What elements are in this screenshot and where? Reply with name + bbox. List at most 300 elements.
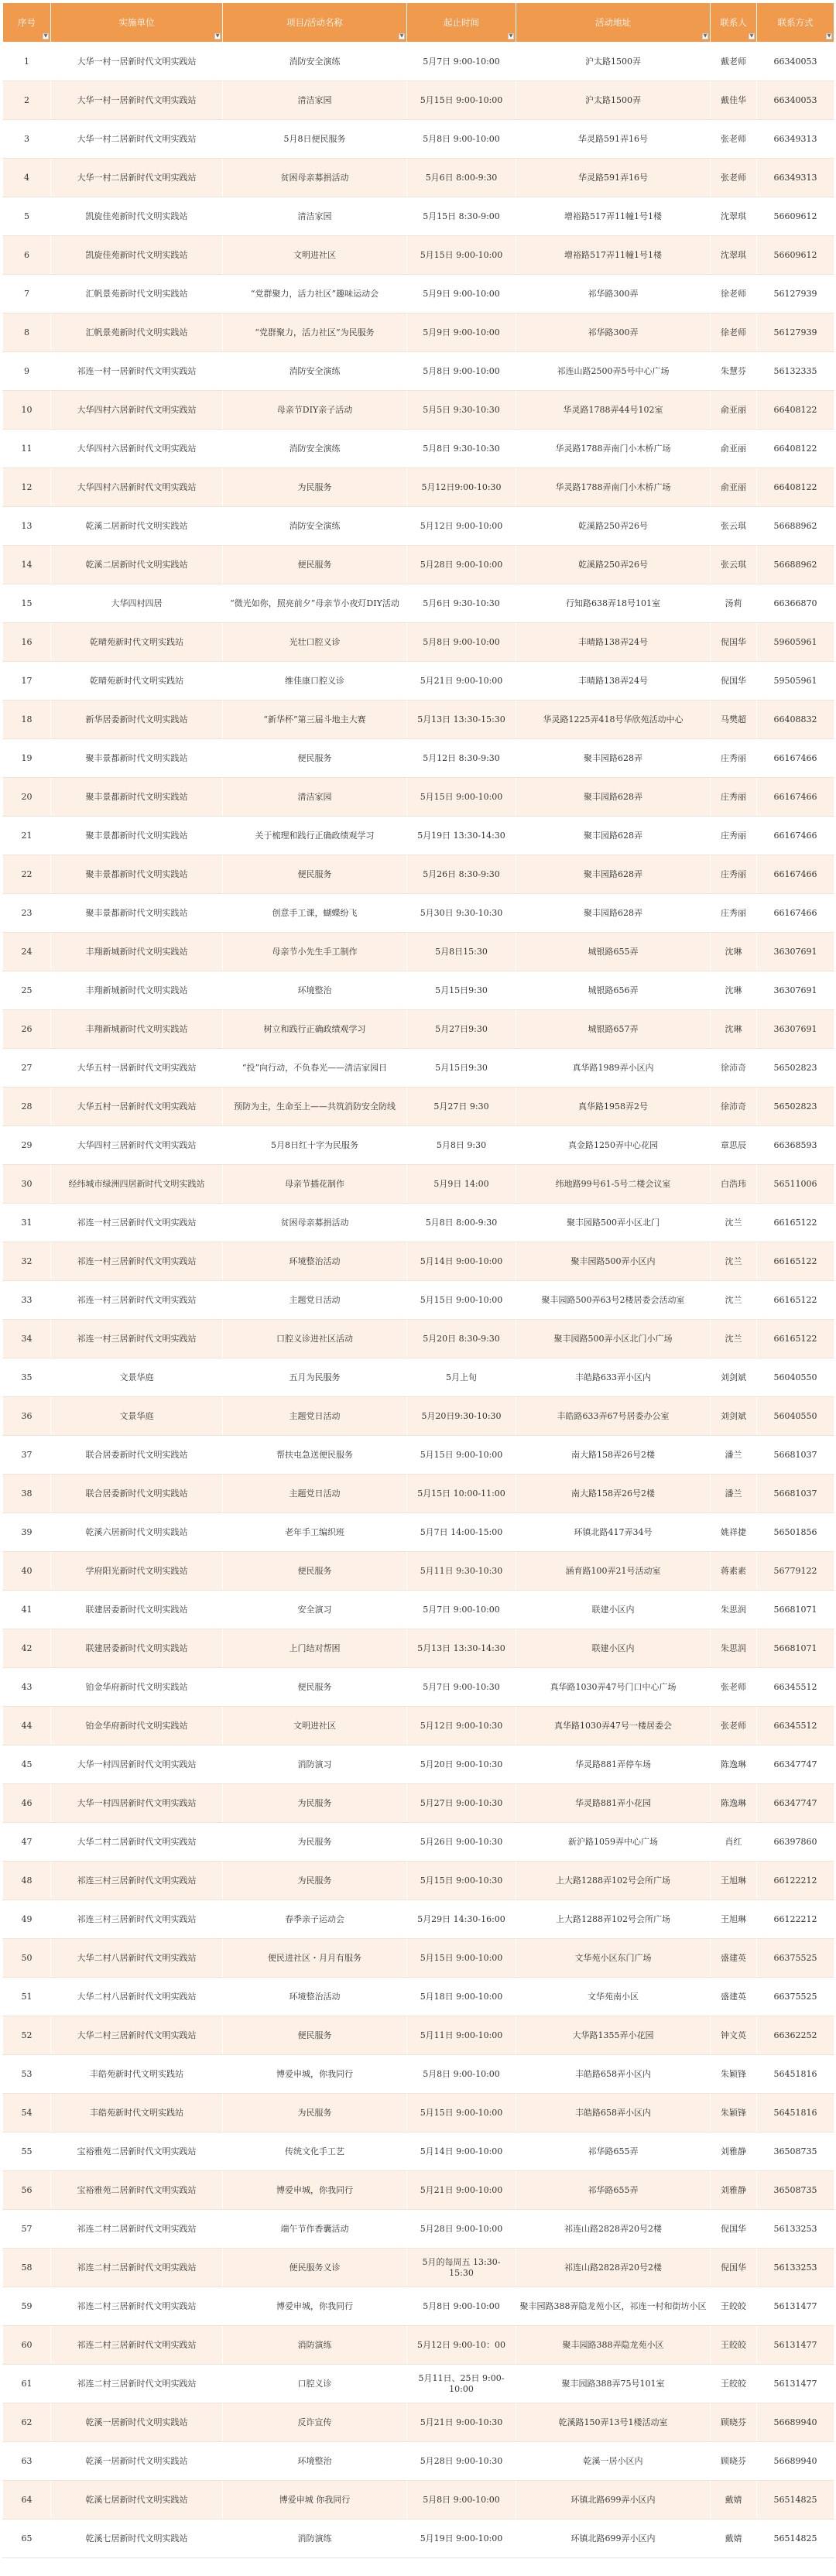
- table-row: [3, 2132, 834, 2171]
- table-row: [3, 894, 834, 933]
- cell-phone: 66408122: [757, 430, 834, 468]
- cell-activity: 清洁家园: [223, 81, 407, 120]
- cell-index: 31: [3, 1204, 51, 1242]
- cell-time: 5月15日 9:00-10:00: [407, 81, 516, 120]
- cell-index: 22: [3, 855, 51, 894]
- filter-dropdown-icon[interactable]: ▼: [749, 33, 754, 39]
- cell-address: 真华路1958弄2号: [516, 1088, 711, 1126]
- header-cell-time: [407, 3, 516, 43]
- cell-unit: 大华一村四居新时代文明实践站: [51, 1784, 223, 1823]
- cell-time: 5月9日 14:00: [407, 1165, 516, 1204]
- cell-time: 5月20日 8:30-9:30: [407, 1320, 516, 1358]
- header-label: 活动地址: [595, 17, 631, 28]
- cell-time: 5月15日 8:30-9:00: [407, 197, 516, 236]
- cell-index: 12: [3, 468, 51, 507]
- cell-address: 真金路1250弄中心花园: [516, 1126, 711, 1165]
- cell-index: 36: [3, 1397, 51, 1436]
- cell-phone: 56609612: [757, 236, 834, 275]
- cell-unit: 乾溪六居新时代文明实践站: [51, 1513, 223, 1552]
- cell-address: 南大路158弄26号2楼: [516, 1475, 711, 1513]
- cell-unit: 祁连三村三居新时代文明实践站: [51, 1900, 223, 1939]
- cell-phone: 56681037: [757, 1436, 834, 1475]
- cell-activity: 环境整治活动: [223, 1978, 407, 2016]
- header-cell-address: [516, 3, 711, 43]
- cell-address: 沪太路1500弄: [516, 81, 711, 120]
- cell-address: 丰皓路658弄小区内: [516, 2055, 711, 2094]
- cell-contact: 俞亚丽: [711, 468, 757, 507]
- cell-address: 丰晴路138弄24号: [516, 623, 711, 662]
- cell-time: 5月7日 14:00-15:00: [407, 1513, 516, 1552]
- cell-time: 5月15日 9:00-10:00: [407, 1281, 516, 1320]
- cell-address: 祁华路655弄: [516, 2132, 711, 2171]
- cell-address: 城银路655弄: [516, 933, 711, 971]
- cell-unit: 经纬城市绿洲四居新时代文明实践站: [51, 1165, 223, 1204]
- cell-contact: 俞亚丽: [711, 430, 757, 468]
- cell-phone: 56132335: [757, 352, 834, 391]
- cell-phone: 66408122: [757, 391, 834, 430]
- cell-address: 丰皓路633弄小区内: [516, 1358, 711, 1397]
- cell-phone: 56131477: [757, 2326, 834, 2365]
- cell-phone: 56131477: [757, 2287, 834, 2326]
- cell-phone: 56681071: [757, 1591, 834, 1629]
- cell-address: 聚丰园路500弄63号2楼居委会活动室: [516, 1281, 711, 1320]
- cell-activity: 主题党日活动: [223, 1397, 407, 1436]
- cell-contact: 沈兰: [711, 1204, 757, 1242]
- cell-phone: 66345512: [757, 1707, 834, 1745]
- table-row: [3, 236, 834, 275]
- cell-activity: 关于梳理和践行正确政绩观学习: [223, 817, 407, 855]
- cell-time: 5月15日9:30: [407, 1049, 516, 1088]
- cell-address: 大华路1355弄小花园: [516, 2016, 711, 2055]
- cell-phone: 66349313: [757, 120, 834, 159]
- cell-index: 10: [3, 391, 51, 430]
- cell-activity: 五月为民服务: [223, 1358, 407, 1397]
- cell-phone: 36307691: [757, 1010, 834, 1049]
- cell-index: 19: [3, 739, 51, 778]
- cell-phone: 66345512: [757, 1668, 834, 1707]
- table-row: [3, 1204, 834, 1242]
- cell-unit: 宝裕雅苑二居新时代文明实践站: [51, 2171, 223, 2210]
- cell-phone: 56040550: [757, 1358, 834, 1397]
- cell-activity: 贫困母亲募捐活动: [223, 1204, 407, 1242]
- table-row: [3, 352, 834, 391]
- cell-unit: 大华二村三居新时代文明实践站: [51, 2016, 223, 2055]
- cell-unit: 聚丰景都新时代文明实践站: [51, 855, 223, 894]
- cell-unit: 乾溪二居新时代文明实践站: [51, 546, 223, 584]
- table-row: [3, 1475, 834, 1513]
- cell-time: 5月15日 9:00-10:00: [407, 778, 516, 817]
- cell-time: 5月12日 9:00-10:30: [407, 1707, 516, 1745]
- cell-index: 23: [3, 894, 51, 933]
- cell-contact: 白浩玮: [711, 1165, 757, 1204]
- cell-address: 南大路158弄26号2楼: [516, 1436, 711, 1475]
- cell-activity: 为民服务: [223, 1823, 407, 1862]
- cell-contact: 朱慧芬: [711, 352, 757, 391]
- cell-unit: 祁连二村二居新时代文明实践站: [51, 2210, 223, 2249]
- cell-address: 聚丰园路628弄: [516, 817, 711, 855]
- cell-index: 30: [3, 1165, 51, 1204]
- cell-address: 聚丰园路500弄小区北门小广场: [516, 1320, 711, 1358]
- cell-contact: 徐沛奇: [711, 1088, 757, 1126]
- table-row: [3, 1707, 834, 1745]
- cell-phone: 66408832: [757, 701, 834, 739]
- cell-index: 48: [3, 1862, 51, 1900]
- cell-time: 5月19日 13:30-14:30: [407, 817, 516, 855]
- cell-time: 5月15日 9:00-10:00: [407, 1436, 516, 1475]
- cell-time: 5月15日 9:00-10:00: [407, 1939, 516, 1978]
- cell-index: 27: [3, 1049, 51, 1088]
- cell-activity: 博爱申城 你我同行: [223, 2481, 407, 2519]
- table-row: [3, 81, 834, 120]
- cell-unit: 祁连二村二居新时代文明实践站: [51, 2249, 223, 2287]
- cell-phone: 56133253: [757, 2249, 834, 2287]
- cell-phone: 56511006: [757, 1165, 834, 1204]
- cell-activity: 主题党日活动: [223, 1475, 407, 1513]
- cell-activity: 便民服务: [223, 855, 407, 894]
- cell-index: 29: [3, 1126, 51, 1165]
- cell-activity: 便民服务: [223, 1668, 407, 1707]
- cell-time: 5月8日 9:00-10:00: [407, 2481, 516, 2519]
- cell-time: 5月6日 9:30-10:30: [407, 584, 516, 623]
- cell-time: 5月20日9:30-10:30: [407, 1397, 516, 1436]
- cell-activity: “微光如你，照亮前夕”母亲节小夜灯DIY活动: [223, 584, 407, 623]
- cell-phone: 36307691: [757, 971, 834, 1010]
- cell-unit: 祁连一村一居新时代文明实践站: [51, 352, 223, 391]
- cell-unit: 大华二村八居新时代文明实践站: [51, 1978, 223, 2016]
- cell-activity: 便民服务: [223, 739, 407, 778]
- table-row: [3, 546, 834, 584]
- cell-index: 5: [3, 197, 51, 236]
- cell-phone: 56688962: [757, 507, 834, 546]
- cell-phone: 56681037: [757, 1475, 834, 1513]
- cell-unit: 大华一村二居新时代文明实践站: [51, 120, 223, 159]
- cell-address: 华灵路1788弄南门小木桥广场: [516, 468, 711, 507]
- cell-index: 50: [3, 1939, 51, 1978]
- cell-time: 5月26日 8:30-9:30: [407, 855, 516, 894]
- cell-index: 52: [3, 2016, 51, 2055]
- cell-contact: 王皎皎: [711, 2287, 757, 2326]
- cell-index: 59: [3, 2287, 51, 2326]
- cell-unit: 汇帆景苑新时代文明实践站: [51, 313, 223, 352]
- cell-phone: 56502823: [757, 1088, 834, 1126]
- cell-contact: 沈琳: [711, 971, 757, 1010]
- table-row: [3, 507, 834, 546]
- cell-contact: 戴婧: [711, 2519, 757, 2558]
- filter-dropdown-icon[interactable]: ▼: [509, 33, 513, 39]
- cell-time: 5月19日 9:00-10:00: [407, 2519, 516, 2558]
- cell-phone: 59605961: [757, 623, 834, 662]
- cell-time: 5月14日 9:00-10:00: [407, 2132, 516, 2171]
- cell-time: 5月12日 8:30-9:30: [407, 739, 516, 778]
- cell-unit: 铂金华府新时代文明实践站: [51, 1668, 223, 1707]
- cell-phone: 66340053: [757, 81, 834, 120]
- cell-index: 26: [3, 1010, 51, 1049]
- cell-time: 5月11日 9:00-10:00: [407, 2016, 516, 2055]
- cell-time: 5月12日 9:00-10:00: [407, 507, 516, 546]
- table-row: [3, 1668, 834, 1707]
- cell-contact: 沈兰: [711, 1281, 757, 1320]
- cell-unit: 聚丰景都新时代文明实践站: [51, 817, 223, 855]
- table-row: [3, 2403, 834, 2442]
- cell-activity: 创意手工课，蝴蝶纷飞: [223, 894, 407, 933]
- cell-unit: 大华一村一居新时代文明实践站: [51, 81, 223, 120]
- cell-index: 6: [3, 236, 51, 275]
- table-row: [3, 971, 834, 1010]
- cell-address: 祁华路300弄: [516, 275, 711, 313]
- cell-address: 聚丰园路628弄: [516, 739, 711, 778]
- cell-unit: 祁连一村三居新时代文明实践站: [51, 1242, 223, 1281]
- cell-address: 华灵路881弄停车场: [516, 1745, 711, 1784]
- cell-phone: 66349313: [757, 159, 834, 197]
- cell-contact: 戴老师: [711, 43, 757, 81]
- cell-contact: 徐沛奇: [711, 1049, 757, 1088]
- table-row: [3, 584, 834, 623]
- cell-address: 真华路1989弄小区内: [516, 1049, 711, 1088]
- cell-phone: 66165122: [757, 1204, 834, 1242]
- cell-contact: 马樊超: [711, 701, 757, 739]
- cell-address: 华灵路1225弄418号华欣苑活动中心: [516, 701, 711, 739]
- table-row: [3, 1165, 834, 1204]
- cell-address: 丰皓路658弄小区内: [516, 2094, 711, 2132]
- filter-dropdown-icon[interactable]: ▼: [827, 33, 831, 39]
- cell-time: 5月13日 13:30-15:30: [407, 701, 516, 739]
- cell-unit: 铂金华府新时代文明实践站: [51, 1707, 223, 1745]
- cell-time: 5月11日 9:30-10:30: [407, 1552, 516, 1591]
- cell-activity: 环境整治活动: [223, 1242, 407, 1281]
- cell-index: 43: [3, 1668, 51, 1707]
- cell-phone: 66122212: [757, 1900, 834, 1939]
- cell-phone: 56133253: [757, 2210, 834, 2249]
- cell-time: 5月9日 9:00-10:00: [407, 313, 516, 352]
- cell-address: 聚丰园路628弄: [516, 855, 711, 894]
- table-row: [3, 623, 834, 662]
- cell-phone: 66408122: [757, 468, 834, 507]
- table-row: [3, 1358, 834, 1397]
- table-row: [3, 1784, 834, 1823]
- cell-unit: 大华四村六居新时代文明实践站: [51, 468, 223, 507]
- cell-address: 祁华路300弄: [516, 313, 711, 352]
- cell-contact: 倪国华: [711, 623, 757, 662]
- filter-dropdown-icon[interactable]: ▼: [215, 33, 220, 39]
- cell-index: 34: [3, 1320, 51, 1358]
- cell-index: 49: [3, 1900, 51, 1939]
- cell-index: 8: [3, 313, 51, 352]
- table-row: [3, 2287, 834, 2326]
- cell-address: 行知路638弄18号101室: [516, 584, 711, 623]
- cell-unit: 乾溪一居新时代文明实践站: [51, 2442, 223, 2481]
- cell-activity: 母亲节插花制作: [223, 1165, 407, 1204]
- cell-address: 祁连山路2828弄20号2楼: [516, 2249, 711, 2287]
- cell-unit: 大华四村六居新时代文明实践站: [51, 430, 223, 468]
- header-label: 实施单位: [118, 17, 155, 28]
- cell-activity: 文明进社区: [223, 1707, 407, 1745]
- cell-contact: 姚祥捷: [711, 1513, 757, 1552]
- cell-unit: 乾晴苑新时代文明实践站: [51, 623, 223, 662]
- cell-contact: 朱颖锋: [711, 2094, 757, 2132]
- cell-address: 聚丰园路388弄隐龙苑小区，祁连一村和街坊小区: [516, 2287, 711, 2326]
- table-row: [3, 43, 834, 81]
- cell-address: 上大路1288弄102号会所广场: [516, 1862, 711, 1900]
- cell-contact: 庄秀丽: [711, 894, 757, 933]
- cell-contact: 徐老师: [711, 313, 757, 352]
- cell-time: 5月15日9:30: [407, 971, 516, 1010]
- cell-activity: 上门结对帮困: [223, 1629, 407, 1668]
- cell-activity: 5月8日便民服务: [223, 120, 407, 159]
- cell-phone: 56127939: [757, 275, 834, 313]
- cell-address: 祁华路655弄: [516, 2171, 711, 2210]
- cell-unit: 大华一村一居新时代文明实践站: [51, 43, 223, 81]
- table-row: [3, 1900, 834, 1939]
- cell-index: 45: [3, 1745, 51, 1784]
- cell-activity: 母亲节小先生手工制作: [223, 933, 407, 971]
- cell-time: 5月8日15:30: [407, 933, 516, 971]
- cell-time: 5月15日 10:00-11:00: [407, 1475, 516, 1513]
- cell-index: 17: [3, 662, 51, 701]
- cell-time: 5月13日 13:30-14:30: [407, 1629, 516, 1668]
- cell-unit: 学府阳光新时代文明实践站: [51, 1552, 223, 1591]
- cell-unit: 祁连二村三居新时代文明实践站: [51, 2287, 223, 2326]
- cell-index: 32: [3, 1242, 51, 1281]
- cell-index: 56: [3, 2171, 51, 2210]
- cell-index: 33: [3, 1281, 51, 1320]
- cell-time: 5月18日 9:00-10:00: [407, 1978, 516, 2016]
- cell-activity: “投”向行动，不负春光——清洁家园日: [223, 1049, 407, 1088]
- cell-unit: 文景华庭: [51, 1358, 223, 1397]
- cell-time: 5月8日 9:00-10:00: [407, 2055, 516, 2094]
- cell-address: 祁连山路2500弄5号中心广场: [516, 352, 711, 391]
- table-row: [3, 778, 834, 817]
- cell-index: 16: [3, 623, 51, 662]
- header-cell-activity: [223, 3, 407, 43]
- cell-time: 5月7日 9:00-10:30: [407, 1668, 516, 1707]
- cell-activity: 反诈宣传: [223, 2403, 407, 2442]
- cell-activity: 博爱申城，你我同行: [223, 2287, 407, 2326]
- cell-phone: 66375525: [757, 1939, 834, 1978]
- cell-address: 聚丰园路388弄75号101室: [516, 2365, 711, 2403]
- cell-contact: 倪国华: [711, 2210, 757, 2249]
- cell-unit: 联合居委新时代文明实践站: [51, 1436, 223, 1475]
- cell-activity: 树立和践行正确政绩观学习: [223, 1010, 407, 1049]
- table-row: [3, 2055, 834, 2094]
- cell-contact: 章思辰: [711, 1126, 757, 1165]
- cell-index: 57: [3, 2210, 51, 2249]
- cell-index: 62: [3, 2403, 51, 2442]
- cell-activity: 文明进社区: [223, 236, 407, 275]
- cell-time: 5月15日 9:00-10:00: [407, 2094, 516, 2132]
- cell-contact: 陈逸琳: [711, 1784, 757, 1823]
- cell-phone: 56040550: [757, 1397, 834, 1436]
- cell-phone: 66366870: [757, 584, 834, 623]
- cell-phone: 66340053: [757, 43, 834, 81]
- cell-activity: 消防安全演练: [223, 352, 407, 391]
- cell-address: 真华路1030弄47号一楼居委会: [516, 1707, 711, 1745]
- cell-index: 61: [3, 2365, 51, 2403]
- cell-phone: 66397860: [757, 1823, 834, 1862]
- cell-time: 5月8日 9:30: [407, 1126, 516, 1165]
- cell-unit: 祁连二村三居新时代文明实践站: [51, 2326, 223, 2365]
- cell-phone: 56514825: [757, 2481, 834, 2519]
- table-row: [3, 2326, 834, 2365]
- cell-activity: 便民服务: [223, 1552, 407, 1591]
- table-row: [3, 739, 834, 778]
- cell-index: 58: [3, 2249, 51, 2287]
- cell-contact: 张云琪: [711, 546, 757, 584]
- cell-address: 环镇北路699弄小区内: [516, 2519, 711, 2558]
- table-row: [3, 1088, 834, 1126]
- cell-phone: 56514825: [757, 2519, 834, 2558]
- cell-unit: 大华一村二居新时代文明实践站: [51, 159, 223, 197]
- cell-index: 20: [3, 778, 51, 817]
- header-label: 项目/活动名称: [286, 17, 343, 28]
- cell-time: 5月8日 9:30-10:30: [407, 430, 516, 468]
- cell-activity: 便民进社区・月月有服务: [223, 1939, 407, 1978]
- table-row: [3, 275, 834, 313]
- filter-dropdown-icon[interactable]: ▼: [703, 33, 708, 39]
- cell-address: 丰晴路138弄24号: [516, 662, 711, 701]
- cell-activity: 消防安全演练: [223, 507, 407, 546]
- cell-phone: 56501856: [757, 1513, 834, 1552]
- cell-index: 53: [3, 2055, 51, 2094]
- cell-address: 文华苑小区东门广场: [516, 1939, 711, 1978]
- cell-activity: 消防安全演练: [223, 43, 407, 81]
- table-row: [3, 2442, 834, 2481]
- cell-contact: 王旭琳: [711, 1862, 757, 1900]
- cell-unit: 联建居委新时代文明实践站: [51, 1591, 223, 1629]
- cell-activity: 维佳康口腔义诊: [223, 662, 407, 701]
- cell-address: 华灵路591弄16号: [516, 120, 711, 159]
- cell-unit: 丰皓苑新时代文明实践站: [51, 2055, 223, 2094]
- cell-time: 5月8日 9:00-10:00: [407, 352, 516, 391]
- cell-time: 5月9日 9:00-10:00: [407, 275, 516, 313]
- cell-index: 64: [3, 2481, 51, 2519]
- cell-address: 环镇北路699弄小区内: [516, 2481, 711, 2519]
- cell-activity: 主题党日活动: [223, 1281, 407, 1320]
- table-row: [3, 2519, 834, 2558]
- table-row: [3, 1010, 834, 1049]
- cell-unit: 乾溪二居新时代文明实践站: [51, 507, 223, 546]
- cell-unit: 宝裕雅苑二居新时代文明实践站: [51, 2132, 223, 2171]
- cell-activity: 环境整治: [223, 2442, 407, 2481]
- table-row: [3, 817, 834, 855]
- cell-time: 5月7日 9:00-10:00: [407, 1591, 516, 1629]
- cell-address: 新沪路1059弄中心广场: [516, 1823, 711, 1862]
- cell-address: 祁连山路2828弄20号2楼: [516, 2210, 711, 2249]
- cell-unit: 大华四村四居: [51, 584, 223, 623]
- table-row: [3, 1513, 834, 1552]
- cell-contact: 庄秀丽: [711, 778, 757, 817]
- cell-contact: 王旭琳: [711, 1900, 757, 1939]
- cell-phone: 56688962: [757, 546, 834, 584]
- table-row: [3, 662, 834, 701]
- cell-unit: 丰翔新城新时代文明实践站: [51, 971, 223, 1010]
- cell-phone: 56502823: [757, 1049, 834, 1088]
- cell-unit: 聚丰景都新时代文明实践站: [51, 894, 223, 933]
- table-body: [3, 43, 834, 2558]
- cell-contact: 倪国华: [711, 2249, 757, 2287]
- table-row: [3, 1978, 834, 2016]
- filter-dropdown-icon[interactable]: ▼: [43, 33, 48, 39]
- cell-unit: 祁连二村三居新时代文明实践站: [51, 2365, 223, 2403]
- table-row: [3, 197, 834, 236]
- table-row: [3, 1823, 834, 1862]
- filter-dropdown-icon[interactable]: ▼: [399, 33, 404, 39]
- table-row: [3, 1436, 834, 1475]
- cell-contact: 张老师: [711, 1707, 757, 1745]
- cell-address: 乾溪路150弄13号1楼活动室: [516, 2403, 711, 2442]
- cell-contact: 盛建英: [711, 1939, 757, 1978]
- cell-address: 聚丰园路500弄小区北门: [516, 1204, 711, 1242]
- cell-contact: 庄秀丽: [711, 739, 757, 778]
